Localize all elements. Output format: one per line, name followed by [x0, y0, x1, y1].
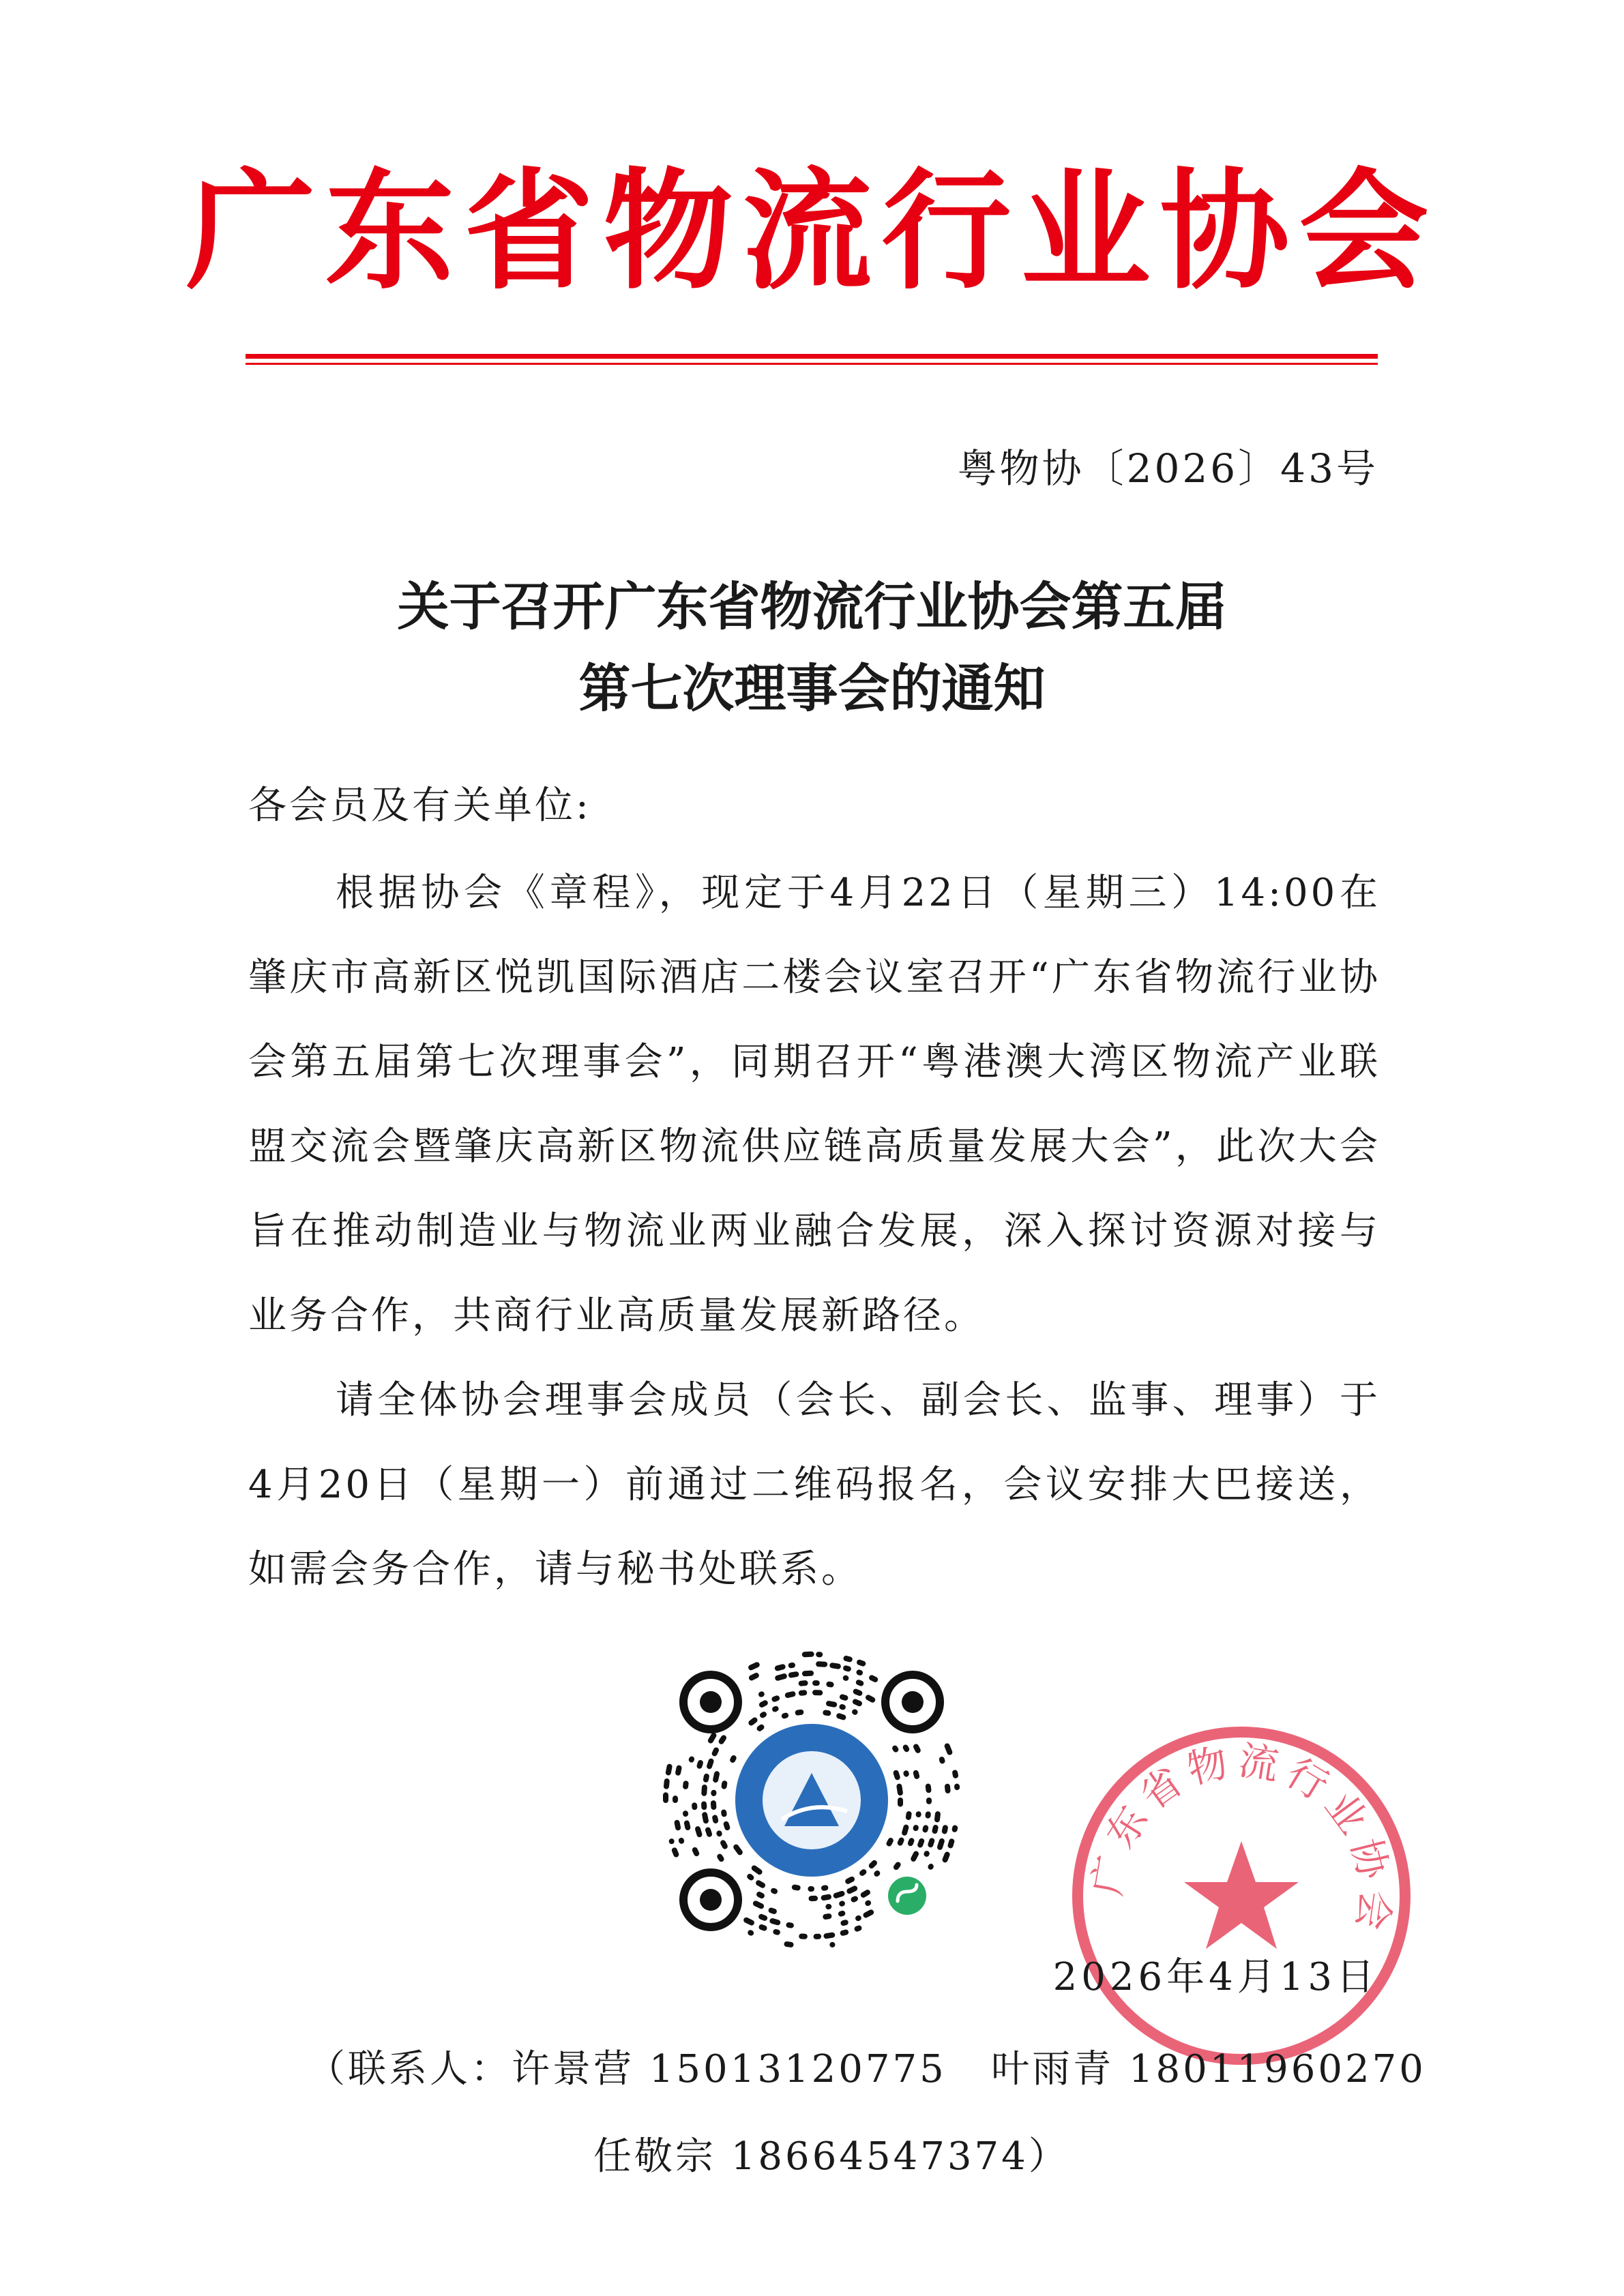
org-letterhead-title: 广东省物流行业协会	[186, 156, 1438, 307]
qr-module	[663, 1792, 668, 1803]
document-number: 粤物协〔2026〕43号	[957, 445, 1378, 492]
qr-module	[816, 1652, 823, 1657]
wechat-mini-program-icon	[884, 1873, 930, 1919]
salutation: 各会员及有关单位:	[248, 784, 591, 828]
letterhead-red-rule-thin	[246, 363, 1378, 365]
qr-module	[701, 1785, 707, 1796]
seal-text: 广东省物流行业协会	[1083, 1736, 1400, 1940]
qr-module	[812, 1690, 823, 1695]
notice-title-line2: 第七次理事会的通知	[578, 658, 1046, 719]
qr-module	[802, 1652, 814, 1658]
notice-title-line1: 关于召开广东省物流行业协会第五届	[397, 576, 1227, 637]
qr-module	[701, 1801, 707, 1810]
letterhead-red-rule-thick	[246, 354, 1378, 359]
qr-module	[808, 1886, 814, 1892]
qr-module	[799, 1933, 808, 1939]
qr-module	[816, 1661, 827, 1667]
qr-module	[926, 1798, 932, 1804]
qr-module	[802, 1671, 814, 1677]
qr-module	[898, 1798, 903, 1807]
body-paragraph-2: 请全体协会理事会成员（会长、副会长、监事、理事）于4月20日（星期一）前通过二维码报名，会议安排大巴接送，如需会务合作，请与秘书处联系。	[248, 1378, 1381, 1592]
qr-module	[673, 1795, 678, 1803]
official-red-seal	[1064, 1718, 1419, 2073]
contacts-line-2: 任敬宗 18664547374）	[593, 2134, 1069, 2179]
registration-qr-code[interactable]	[648, 1637, 975, 1964]
body-paragraph-1: 根据协会《章程》，现定于4月22日（星期三）14:00在肇庆市高新区悦凯国际酒店二楼会议室召开“广东省物流行业协会第五届第七次理事会”，同期召开“粤港澳大湾区物流产业联盟交流会暨肇庆高新区物流供应链高质量发展大会”，此次大会旨在推动制造业与物流业两业融合发展，深入探讨资源对接与业务合作，共商行业高质量发展新路径。	[248, 871, 1381, 1338]
issue-date: 2026年4月13日	[1052, 1955, 1378, 1999]
qr-module	[808, 1896, 818, 1901]
association-logo-icon	[731, 1720, 892, 1881]
qr-module	[711, 1800, 717, 1810]
qr-module	[812, 1680, 820, 1686]
qr-module	[813, 1934, 821, 1940]
contacts-line-1: （联系人：许景营 15013120775 叶雨青 18011960270	[307, 2047, 1426, 2091]
red-star-icon	[1184, 1841, 1299, 1949]
